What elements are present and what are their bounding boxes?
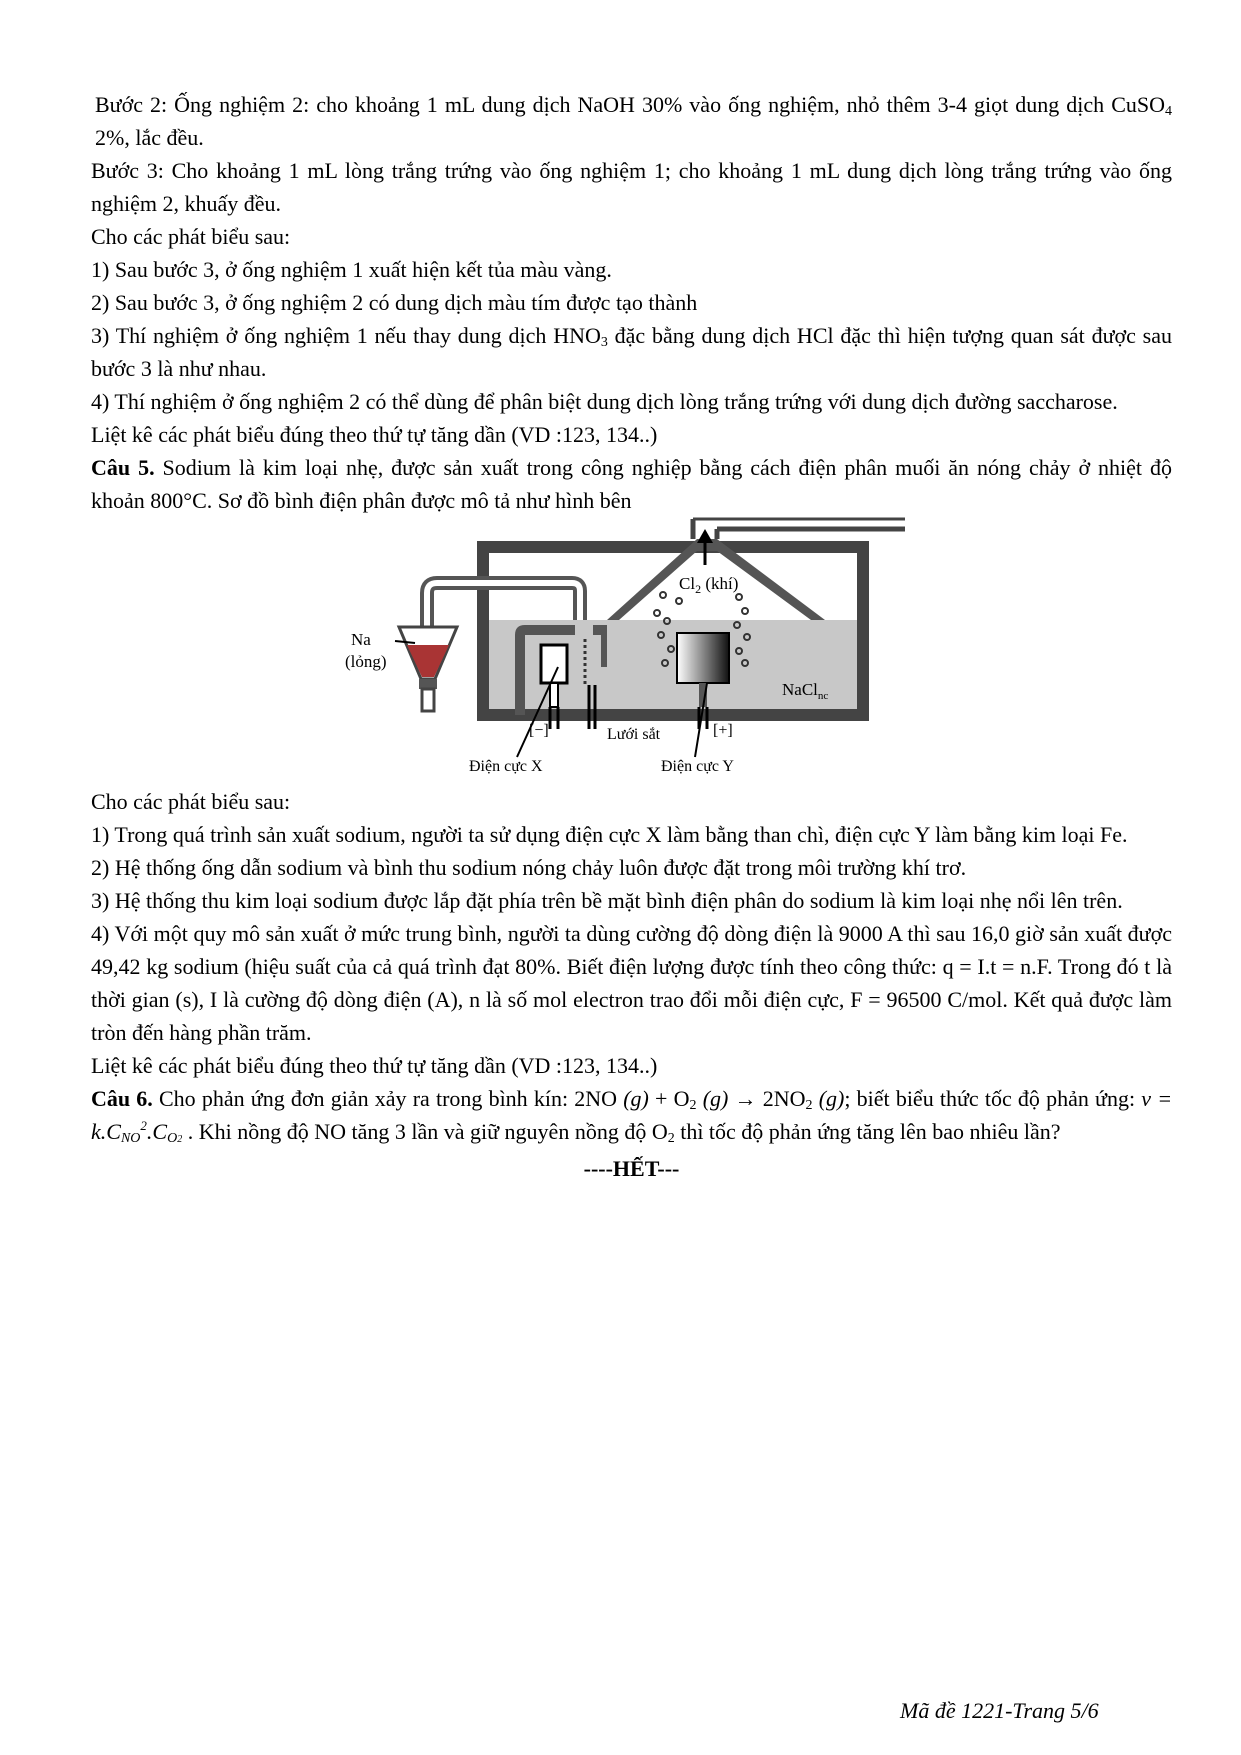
page-footer: Mã đề 1221-Trang 5/6 (900, 1698, 1099, 1723)
end-marker: ----HẾT--- (583, 1156, 680, 1181)
question-6: Câu 6. Cho phản ứng đơn giản xảy ra trong bình kín: 2NO $(g) + O_2$ $(g) \to 2NO_2$ (g); biết biểu thức tốc độ phản ứng: $v = k.C_{NO}^2.C_{O2}$ . Khi nồng độ NO tăng 3 lần và giữ nguyên nồng độ $O_2$ thì tốc độ phản ứng tăng lên bao nhiêu lần? (91, 1086, 1173, 1146)
electrolysis-cell-svg (345, 517, 905, 785)
electrode-y (677, 633, 729, 683)
q6-label: Câu 6. (91, 1086, 153, 1111)
q4-intro: Cho các phát biểu sau: (91, 224, 291, 249)
q5-statement-4: 4) Với một quy mô sản xuất ở mức trung bình, người ta dùng cường độ dòng điện là 9000 A thì sau 16,0 giờ sản xuất được 49,42 kg sodium (hiệu suất của cả quá trình đạt 80%. Biết điện lượng được tính theo công thức: q = I.t = n.F. Trong đó t là thời gian (s), I là cường độ dòng điện (A), n là số mol electron trao đổi mỗi điện cực, F = 96500 C/mol. Kết quả được làm tròn đến hàng phần trăm. (91, 921, 1172, 1045)
q4-statement-4: 4) Thí nghiệm ở ống nghiệm 2 có thể dùng để phân biệt dung dịch lòng trắng trứng với dung dịch đường saccharose. (91, 389, 1118, 414)
q5-statement-3: 3) Hệ thống thu kim loại sodium được lắp đặt phía trên bề mặt bình điện phân do sodium là kim loại nhẹ nổi lên trên. (91, 888, 1123, 913)
step-2: Bước 2: Ống nghiệm 2: cho khoảng 1 mL dung dịch NaOH 30% vào ống nghiệm, nhỏ thêm 3-4 giọt dung dịch CuSO$_4$ 2%, lắc đều. (95, 92, 1172, 150)
minus-label: [−] (529, 722, 549, 739)
na-label: Na (351, 630, 371, 649)
electrode-y-label: Điện cực Y (661, 758, 734, 775)
q4-list-instruction: Liệt kê các phát biểu đúng theo thứ tự tăng dần (VD :123, 134..) (91, 422, 658, 447)
q5-statement-1: 1) Trong quá trình sản xuất sodium, người ta sử dụng điện cực X làm bằng than chì, điện cực Y làm bằng kim loại Fe. (91, 822, 1128, 847)
q5-intro: Cho các phát biểu sau: (91, 789, 291, 814)
question-5: Câu 5. Sodium là kim loại nhẹ, được sản xuất trong công nghiệp bằng cách điện phân muối ăn nóng chảy ở nhiệt độ khoản 800°C. Sơ đồ bình điện phân được mô tả như hình bên (91, 455, 1173, 513)
q4-statement-3: 3) Thí nghiệm ở ống nghiệm 1 nếu thay dung dịch $HNO_3$ đặc bằng dung dịch HCl đặc thì hiện tượng quan sát được sau bước 3 là như nhau. (91, 323, 1172, 381)
q5-statement-2: 2) Hệ thống ống dẫn sodium và bình thu sodium nóng chảy luôn được đặt trong môi trường khí trơ. (91, 855, 967, 880)
q5-label: Câu 5. (91, 455, 155, 480)
electrolysis-diagram (91, 517, 1172, 785)
electrode-x-label: Điện cực X (469, 758, 543, 775)
na-state-label: (lỏng) (345, 652, 387, 671)
q5-list-instruction: Liệt kê các phát biểu đúng theo thứ tự tăng dần (VD :123, 134..) (91, 1053, 658, 1078)
step-3: Bước 3: Cho khoảng 1 mL lòng trắng trứng vào ống nghiệm 1; cho khoảng 1 mL dung dịch lòng trắng trứng vào ống nghiệm 2, khuấy đều. (91, 158, 1172, 216)
rate-formula: $v = k.C_{NO}^2.C_{O2}$ (91, 1086, 1173, 1146)
q4-statement-1: 1) Sau bước 3, ở ống nghiệm 1 xuất hiện kết tủa màu vàng. (91, 257, 612, 282)
mesh-label: Lưới sắt (607, 726, 661, 743)
page-content (91, 88, 1172, 1207)
q4-statement-2: 2) Sau bước 3, ở ống nghiệm 2 có dung dịch màu tím được tạo thành (91, 290, 698, 315)
cl2-label: $Cl_2$ (khí) (679, 574, 739, 596)
nacl-label: NaCl$_{nc}$ (782, 680, 829, 702)
plus-label: [+] (713, 722, 733, 739)
